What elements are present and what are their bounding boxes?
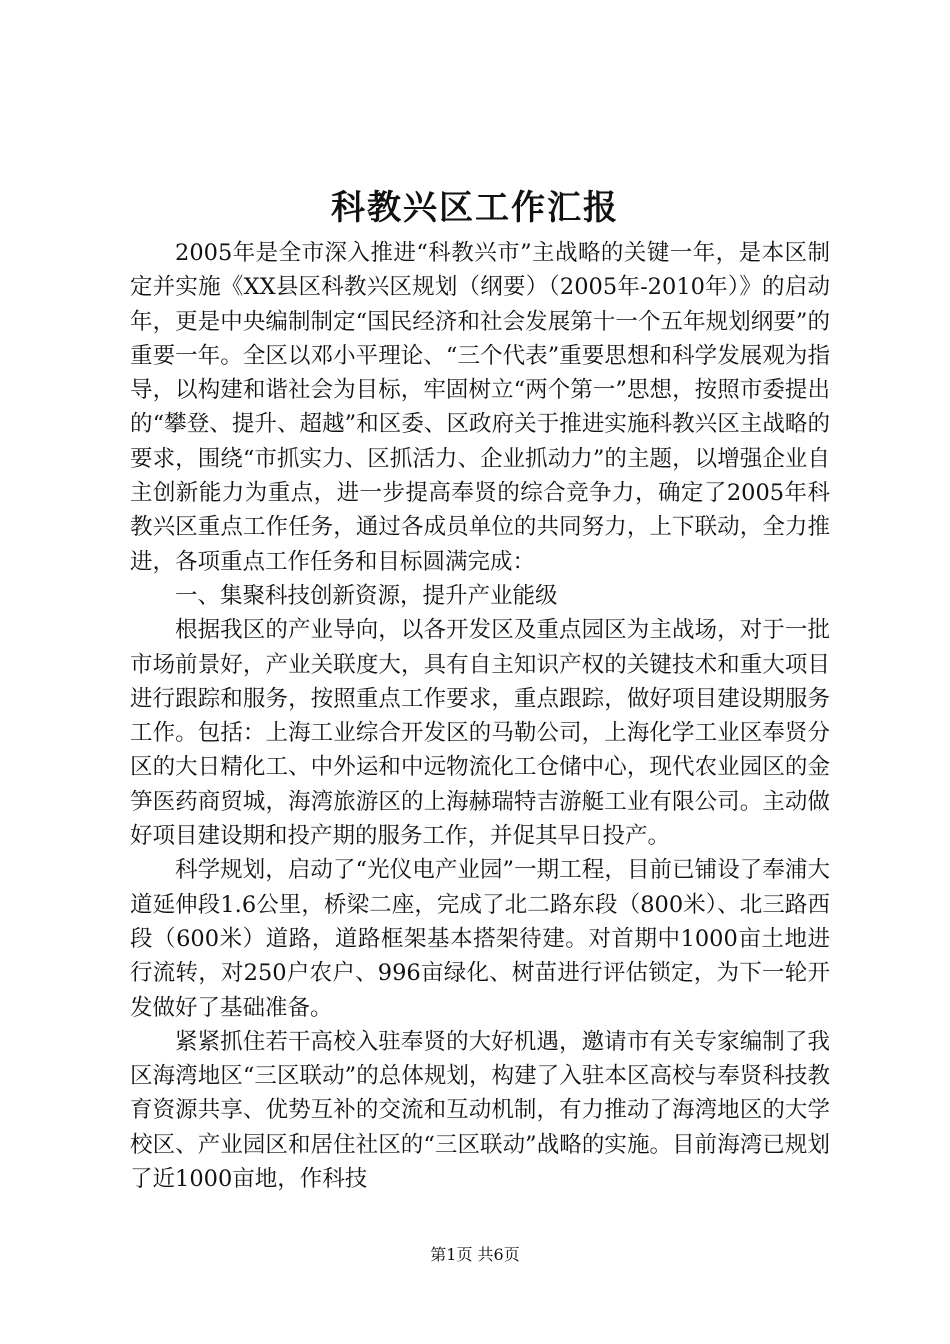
paragraph-industrial-park: 科学规划，启动了“光仪电产业园”一期工程，目前已铺设了奉浦大道延伸段1.6公里，桥梁二座，完成了北二路东段（800米）、北三路西段（600米）道路，道路框架基本搭架待建。对首期中1000亩土地进行流转，对250户农户、996亩绿化、树苗进行评估锁定，为下一轮开发做好了基础准备。 xyxy=(130,857,830,1021)
paragraph-intro: 2005年是全市深入推进“科教兴市”主战略的关键一年，是本区制定并实施《XX县区科教兴区规划（纲要）（2005年-2010年）》的启动年，更是中央编制制定“国民经济和社会发展第十一个五年规划纲要”的重要一年。全区以邓小平理论、“三个代表”重要思想和科学发展观为指导，以构建和谐社会为目标，牢固树立“两个第一”思想，按照市委提出的“攀登、提升、超越”和区委、区政府关于推进实施科教兴区主战略的要求，围绕“市抓实力、区抓活力、企业抓动力”的主题，以增强企业自主创新能力为重点，进一步提高奉贤的综合竞争力，确定了2005年科教兴区重点工作任务，通过各成员单位的共同努力，上下联动，全力推进，各项重点工作任务和目标圆满完成： xyxy=(130,240,830,575)
document-title: 科教兴区工作汇报 xyxy=(331,188,619,228)
paragraph-universities: 紧紧抓住若干高校入驻奉贤的大好机遇，邀请市有关专家编制了我区海湾地区“三区联动”的总体规划，构建了入驻本区高校与奉贤科技教育资源共享、优势互补的交流和互动机制，有力推动了海湾地区的大学校区、产业园区和居住社区的“三区联动”战略的实施。目前海湾已规划了近1000亩地，作科技 xyxy=(130,1028,830,1193)
paragraph-projects: 根据我区的产业导向，以各开发区及重点园区为主战场，对于一批市场前景好，产业关联度大，具有自主知识产权的关键技术和重大项目进行跟踪和服务，按照重点工作要求，重点跟踪，做好项目建设期服务工作。包括：上海工业综合开发区的马勒公司，上海化学工业区奉贤分区的大日精化工、中外运和中远物流化工仓储中心，现代农业园区的金笋医药商贸城，海湾旅游区的上海赫瑞特吉游艇工业有限公司。主动做好项目建设期和投产期的服务工作，并促其早日投产。 xyxy=(130,617,830,850)
section-heading-1: 一、集聚科技创新资源，提升产业能级 xyxy=(175,582,558,609)
page-footer: 第1页 共6页 xyxy=(430,1245,520,1264)
document-body xyxy=(130,236,830,1196)
